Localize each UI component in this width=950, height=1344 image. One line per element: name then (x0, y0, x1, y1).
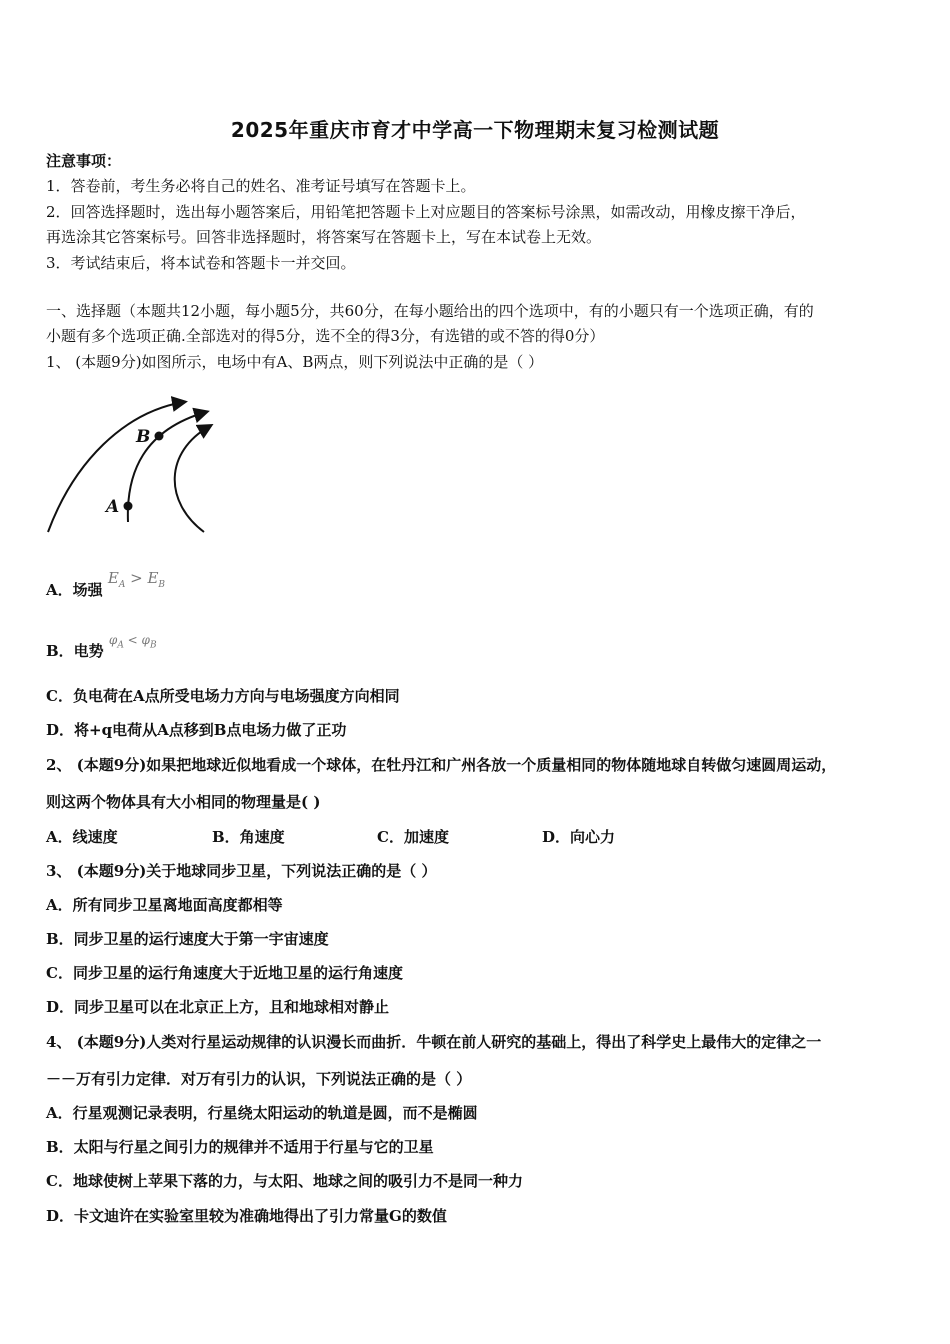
page-title: 2025年重庆市育才中学高一下物理期末复习检测试题 (230, 118, 720, 142)
q1-option-a-formula: $E_A > E_B$ (107, 569, 166, 590)
q2-option-c: C．加速度 (377, 828, 449, 846)
q1-option-a (46, 569, 166, 607)
point-b-dot (155, 432, 164, 441)
q3-option-b: B．同步卫星的运行速度大于第一宇宙速度 (46, 930, 329, 948)
q1-option-b-prefix: B．电势 (46, 642, 104, 660)
q4-option-c: C．地球使树上苹果下落的力，与太阳、地球之间的吸引力不是同一种力 (46, 1172, 523, 1190)
q3-option-c: C．同步卫星的运行角速度大于近地卫星的运行角速度 (46, 964, 403, 982)
q2-option-d: D．向心力 (542, 828, 616, 846)
notice-item-3: 3．考试结束后，将本试卷和答题卡一并交回。 (46, 254, 356, 272)
q4-option-a: A．行星观测记录表明，行星绕太阳运动的轨道是圆，而不是椭圆 (46, 1104, 478, 1122)
point-a-dot (124, 502, 133, 511)
q1-option-c: C．负电荷在A点所受电场力方向与电场强度方向相同 (46, 687, 400, 705)
field-line-right (175, 426, 210, 532)
q1-option-a-prefix: A．场强 (46, 581, 103, 599)
q2-option-a: A．线速度 (46, 828, 118, 846)
q3-option-d: D．同步卫星可以在北京正上方，且和地球相对静止 (46, 998, 390, 1016)
q2-stem-line1: 2、 (本题9分)如果把地球近似地看成一个球体，在牡丹江和广州各放一个质量相同的物体随地球自转做匀速圆周运动， (46, 756, 837, 774)
q1-stem: 1、 (本题9分)如图所示，电场中有A、B两点，则下列说法中正确的是（ ） (46, 353, 544, 371)
point-b-label: B (136, 427, 151, 447)
q1-option-b-formula: φA < φB (108, 633, 157, 651)
q1-option-d: D．将+q电荷从A点移到B点电场力做了正功 (46, 721, 347, 739)
q3-stem: 3、 (本题9分)关于地球同步卫星，下列说法正确的是（ ） (46, 862, 437, 880)
q4-stem-line1: 4、 (本题9分)人类对行星运动规律的认识漫长而曲折．牛顿在前人研究的基础上，得出了科学史上最伟大的定律之一 (46, 1033, 822, 1051)
notice-item-2: 2．回答选择题时，选出每小题答案后，用铅笔把答题卡上对应题目的答案标号涂黑，如需改动，用橡皮擦干净后， (46, 203, 806, 221)
q4-option-d: D．卡文迪许在实验室里较为准确地得出了引力常量G的数值 (46, 1207, 447, 1225)
section-heading-line1: 一、选择题（本题共12小题，每小题5分，共60分，在每小题给出的四个选项中，有的小题只有一个选项正确，有的 (46, 302, 814, 320)
q4-stem-line2: －－万有引力定律．对万有引力的认识，下列说法正确的是（ ） (46, 1070, 472, 1088)
q2-options (46, 827, 615, 847)
point-a-label: A (106, 497, 120, 517)
notice-item-1: 1．答卷前，考生务必将自己的姓名、准考证号填写在答题卡上。 (46, 177, 476, 195)
q3-option-a: A．所有同步卫星离地面高度都相等 (46, 896, 283, 914)
q2-option-b: B．角速度 (212, 828, 285, 846)
q4-option-b: B．太阳与行星之间引力的规律并不适用于行星与它的卫星 (46, 1138, 434, 1156)
notice-item-2-cont: 再选涂其它答案标号。回答非选择题时，将答案写在答题卡上，写在本试卷上无效。 (46, 228, 602, 246)
notice-heading: 注意事项： (46, 152, 122, 170)
section-heading-line2: 小题有多个选项正确.全部选对的得5分，选不全的得3分，有选错的或不答的得0分） (46, 327, 605, 345)
q2-stem-line2: 则这两个物体具有大小相同的物理量是( ) (46, 793, 321, 811)
q1-option-b (46, 633, 157, 667)
electric-field-figure (44, 392, 224, 540)
